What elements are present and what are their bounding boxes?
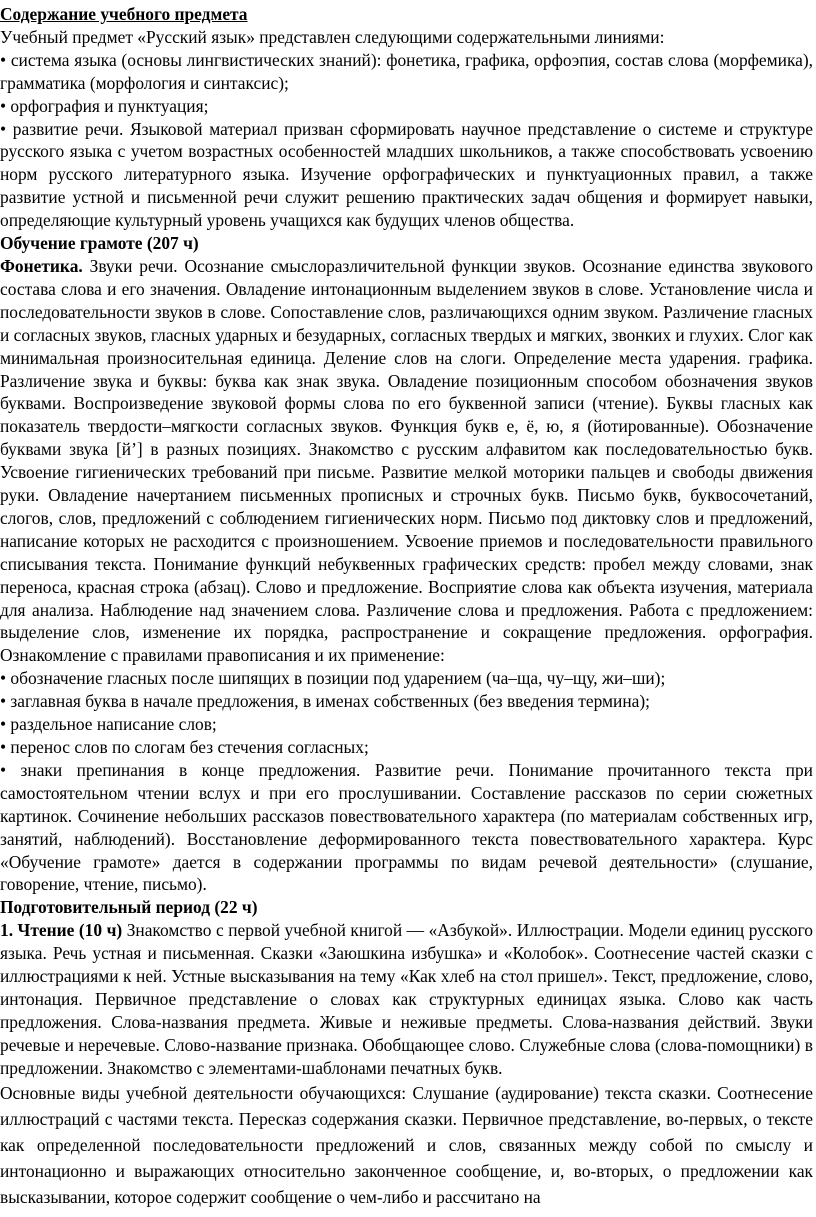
rule-item-capital: • заглавная буква в начале предложения, в именах собственных (без введения термина); — [0, 691, 650, 712]
reading-label: 1. Чтение (10 ч) — [0, 920, 123, 941]
heading-literacy: Обучение грамоте (207 ч) — [0, 233, 199, 254]
heading-content: Содержание учебного предмета — [0, 4, 248, 24]
intro-paragraph: Учебный предмет «Русский язык» представлен следующими содержательными линиями: — [0, 26, 665, 47]
rule-item-punctuation: • знаки препинания в конце предложения. Развитие речи. Понимание прочитанного текста при самостоятельном чтении вслух и при его прослушивании. Составление рассказов по серии сюжетных картинок. Сочинение небольших рассказов повествовательного характера (по материалам собственных игр, занятий, наблюдений). Восстановление деформированного текста повествовательного характера. Курс «Обучение грамоте» дается в содержании программы по видам речевой деятельности» (слушание, говорение, чтение, письмо). — [0, 759, 813, 895]
rule-item-separate: • раздельное написание слов; — [0, 714, 217, 735]
list-item-language-system: • система языка (основы лингвистических знаний): фонетика, графика, орфоэпия, состав слова (морфемика), грамматика (морфология и синтаксис); — [0, 49, 813, 93]
reading-text: Знакомство с первой учебной книгой — «Азбукой». Иллюстрации. Модели единиц русского языка. Речь устная и письменная. Сказки «Заюшкина избушка» и «Колобок». Соотнесение частей сказки с иллюстрациями к ней. Устные высказывания на тему «Как хлеб на стол пришел». Текст, предложение, слово, интонация. Первичное представление о словах как структурных единицах языка. Слово как часть предложения. Слова-названия предмета. Живые и неживые предметы. Слова-названия действий. Звуки речевые и неречевые. Слово-название признака. Обобщающее слово. Служебные слова (слова-помощники) в предложении. Знакомство с элементами-шаблонами печатных букв. — [0, 920, 813, 1078]
activities-paragraph: Основные виды учебной деятельности обучающихся: Слушание (аудирование) текста сказки. Соотнесение иллюстраций с частями текста. Пересказ содержания сказки. Первичное представление, во-первых, о тексте как определенной последовательности предложений и слов, связанных между собой по смыслу и интонационно и выражающих относительно законченное сообщение, и, во-вторых, о предложении как высказывании, которое содержит сообщение о чем-либо и рассчитано на — [0, 1082, 813, 1207]
list-item-orthography: • орфография и пунктуация; — [0, 95, 209, 116]
rule-item-hyphenation: • перенос слов по слогам без стечения согласных; — [0, 737, 369, 757]
reading-paragraph — [0, 919, 813, 1079]
document-body — [0, 3, 813, 1210]
heading-prep-period: Подготовительный период (22 ч) — [0, 897, 258, 918]
phonetics-label: Фонетика. — [0, 255, 83, 276]
list-item-speech-development: • развитие речи. Языковой материал призван сформировать научное представление о системе и структуре русского языка с учетом возрастных особенностей младших школьников, а также способствовать усвоению норм русского литературного языка. Изучение орфографических и пунктуационных правил, а также развитие устной и письменной речи служит решению практических задач общения и формирует навыки, определяющие культурный уровень учащихся как будущих членов общества. — [0, 118, 813, 231]
phonetics-paragraph — [0, 255, 813, 667]
rule-item-vowels: • обозначение гласных после шипящих в позиции под ударением (ча–ща, чу–щу, жи–ши); — [0, 668, 666, 689]
phonetics-text: Звуки речи. Осознание смыслоразличительной функции звуков. Осознание единства звукового состава слова и его значения. Овладение интонационным выделением звуков в слове. Установление числа и последовательности звуков в слове. Сопоставление слов, различающихся одним звуком. Различение гласных и согласных звуков, гласных ударных и безударных, согласных твердых и мягких, звонких и глухих. Слог как минимальная произносительная единица. Деление слов на слоги. Определение места ударения. графика. Различение звука и буквы: буква как знак звука. Овладение позиционным способом обозначения звуков буквами. Воспроизведение звуковой формы слова по его буквенной записи (чтение). Буквы гласных как показатель твердости–мягкости согласных звуков. Функция букв е, ё, ю, я (йотированные). Обозначение буквами звука [й’] в разных позициях. Знакомство с русским алфавитом как последовательностью букв. Усвоение гигиенических требований при письме. Развитие мелкой моторики пальцев и свободы движения руки. Овладение начертанием письменных прописных и строчных букв. Письмо букв, буквосочетаний, слогов, слов, предложений с соблюдением гигиенических норм. Письмо под диктовку слов и предложений, написание которых не расходится с произношением. Усвоение приемов и последовательности правильного списывания текста. Понимание функций небуквенных графических средств: пробел между словами, знак переноса, красная строка (абзац). Слово и предложение. Восприятие слова как объекта изучения, материала для анализа. Наблюдение над значением слова. Различение слова и предложения. Работа с предложением: выделение слов, изменение их порядка, распространение и сокращение предложения. орфография. Ознакомление с правилами правописания и их применение: — [0, 255, 813, 666]
